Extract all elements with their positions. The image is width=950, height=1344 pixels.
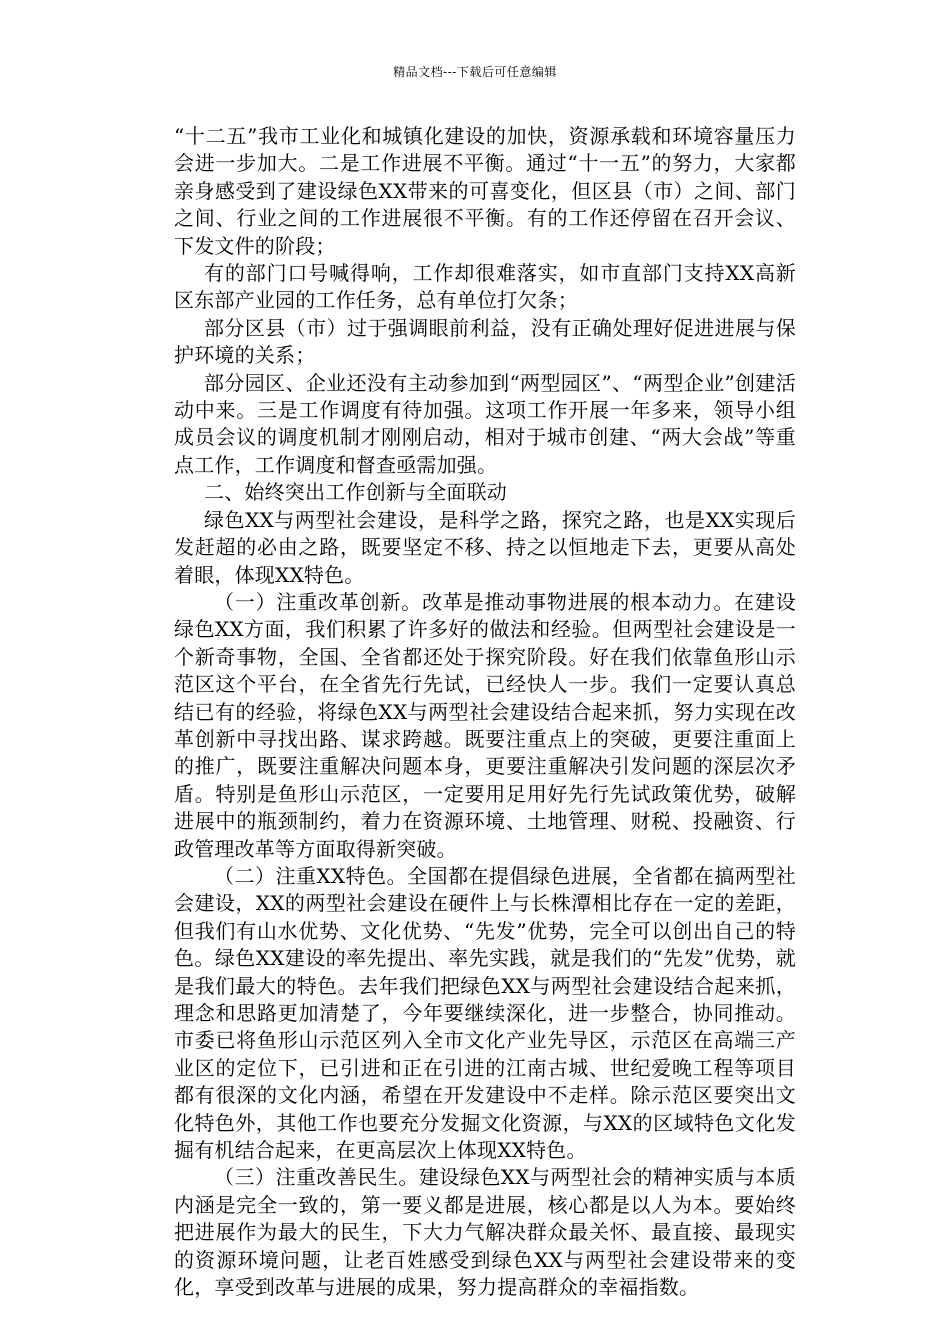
page-header: 精品文档---下载后可任意编辑 <box>393 65 557 79</box>
document-body <box>174 123 796 1301</box>
paragraph-9: （三）注重改善民生。建设绿色XX与两型社会的精神实质与本质内涵是完全一致的，第一要义都是进展，核心都是以人为本。要始终把进展作为最大的民生，下大力气解决群众最关怀、最直接、最现实的资源环境问题，让老百姓感受到绿色XX与两型社会建设带来的变化，享受到改革与进展的成果，努力提高群众的幸福指数。 <box>174 1165 796 1300</box>
section-heading: 二、始终突出工作创新与全面联动 <box>204 480 507 505</box>
paragraph-6: 绿色XX与两型社会建设，是科学之路，探究之路，也是XX实现后发赶超的必由之路，既要坚定不移、持之以恒地走下去，更要从高处着眼，体现XX特色。 <box>174 507 796 587</box>
paragraph-3: 部分区县（市）过于强调眼前利益，没有正确处理好促进进展与保护环境的关系； <box>174 315 796 368</box>
paragraph-4: 部分园区、企业还没有主动参加到“两型园区”、“两型企业”创建活动中来。三是工作调度有待加强。这项工作开展一年多来，领导小组成员会议的调度机制才刚刚启动，相对于城市创建、“两大会战”等重点工作，工作调度和督查亟需加强。 <box>174 370 796 477</box>
paragraph-1: “十二五”我市工业化和城镇化建设的加快，资源承载和环境容量压力会进一步加大。二是工作进展不平衡。通过“十一五”的努力，大家都亲身感受到了建设绿色XX带来的可喜变化，但区县（市）之间、部门之间、行业之间的工作进展很不平衡。有的工作还停留在召开会议、下发文件的阶段； <box>174 124 796 258</box>
paragraph-2: 有的部门口号喊得响，工作却很难落实，如市直部门支持XX高新区东部产业园的工作任务，总有单位打欠条； <box>174 261 796 313</box>
paragraph-7: （一）注重改革创新。改革是推动事物进展的根本动力。在建设绿色XX方面，我们积累了许多好的做法和经验。但两型社会建设是一个新奇事物，全国、全省都还处于探究阶段。好在我们依靠鱼形山示范区这个平台，在全省先行先试，已经快人一步。我们一定要认真总结已有的经验，将绿色XX与两型社会建设结合起来抓，努力实现在改革创新中寻找出路、谋求跨越。既要注重点上的突破，更要注重面上的推广，既要注重解决问题本身，更要注重解决引发问题的深层次矛盾。特别是鱼形山示范区，一定要用足用好先行先试政策优势，破解进展中的瓶颈制约，着力在资源环境、土地管理、财税、投融资、行政管理改革等方面取得新突破。 <box>174 589 796 861</box>
paragraph-8: （二）注重XX特色。全国都在提倡绿色进展，全省都在搞两型社会建设，XX的两型社会建设在硬件上与长株潭相比存在一定的差距，但我们有山水优势、文化优势、“先发”优势，完全可以创出自己的特色。绿色XX建设的率先提出、率先实践，就是我们的“先发”优势，就是我们最大的特色。去年我们把绿色XX与两型社会建设结合起来抓，理念和思路更加清楚了，今年要继续深化，进一步整合，协同推动。市委已将鱼形山示范区列入全市文化产业先导区，示范区在高端三产业区的定位下，已引进和正在引进的江南古城、世纪爱晚工程等项目都有很深的文化内涵，希望在开发建设中不走样。除示范区要突出文化特色外，其他工作也要充分发掘文化资源，与XX的区域特色文化发掘有机结合起来，在更高层次上体现XX特色。 <box>174 863 796 1163</box>
